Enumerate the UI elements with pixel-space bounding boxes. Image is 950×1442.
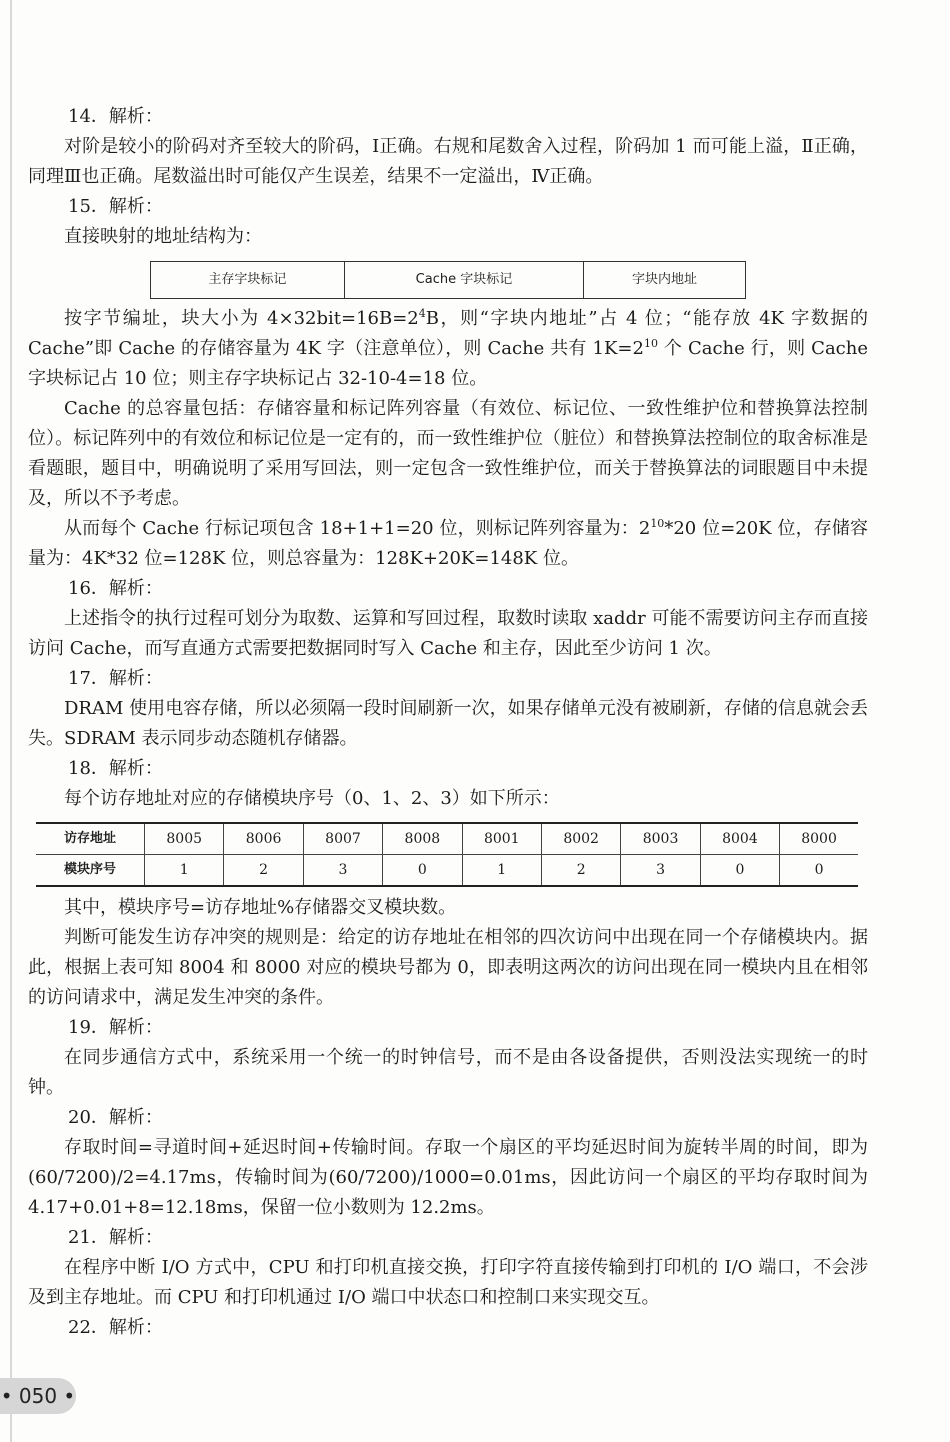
q15-heading: 15．解析： (68, 196, 163, 217)
q14-text: 对阶是较小的阶码对齐至较大的阶码，Ⅰ正确。右规和尾数舍入过程，阶码加 1 而可能上溢，Ⅱ正确，同理Ⅲ也正确。尾数溢出时可能仅产生误差，结果不一定溢出，Ⅳ正确。 (28, 136, 868, 187)
module-cell: 3 (621, 855, 700, 887)
q15-paragraph-1: 按字节编址，块大小为 $4\times 32bit=16B=2^4B$，则“字块内地址”占 4 位；“能存放 4K 字数据的 Cache”即 Cache 的存储容量为 4K 字（注意单位），则 Cache 共有 $1K=2^{10}$ 个 Cache 行，则 Cache 字块标记占 10 位；则主存字块标记占 32-10-4=18 位。 (28, 307, 868, 389)
q15-paragraph-2: Cache 的总容量包括：存储容量和标记阵列容量（有效位、标记位、一致性维护位和替换算法控制位）。标记阵列中的有效位和标记位是一定有的，而一致性维护位（脏位）和替换算法控制位的取舍标准是看题眼，题目中，明确说明了采用写回法，则一定包含一致性维护位，而关于替换算法的词眼题目中未提及，所以不予考虑。 (28, 398, 868, 509)
q21-text: 在程序中断 I/O 方式中，CPU 和打印机直接交换，打印字符直接传输到打印机的 I/O 端口，不会涉及到主存地址。而 CPU 和打印机通过 I/O 端口中状态口和控制口来实现交互。 (28, 1257, 868, 1308)
page-edge (10, 0, 12, 1442)
q22-heading: 22．解析： (68, 1317, 163, 1338)
q15-intro: 直接映射的地址结构为： (64, 226, 262, 247)
module-row-label: 模块序号 (36, 855, 145, 887)
address-structure-table (150, 261, 746, 299)
address-cell: 8001 (462, 823, 541, 855)
main-block-tag-cell: 主存字块标记 (151, 262, 345, 299)
cache-block-tag-cell: Cache 字块标记 (344, 262, 583, 299)
q16-heading: 16．解析： (68, 578, 163, 599)
module-cell: 1 (462, 855, 541, 887)
address-cell: 8003 (621, 823, 700, 855)
module-table (36, 822, 858, 887)
module-cell: 0 (700, 855, 779, 887)
q15-paragraph-3: 从而每个 Cache 行标记项包含 18+1+1=20 位，则标记阵列容量为：$2^{10}*20$ 位=20K 位，存储容量为：4K*32 位=128K 位，则总容量为：128K+20K=148K 位。 (28, 517, 868, 569)
q18-paragraph-2: 判断可能发生访存冲突的规则是：给定的访存地址在相邻的四次访问中出现在同一个存储模块内。据此，根据上表可知 8004 和 8000 对应的模块号都为 0，即表明这两次的访问出现在同一模块内且在相邻的访问请求中，满足发生冲突的条件。 (28, 927, 868, 1008)
q14-heading: 14．解析： (68, 106, 163, 127)
module-cell: 2 (541, 855, 620, 887)
q19-text: 在同步通信方式中，系统采用一个统一的时钟信号，而不是由各设备提供，否则没法实现统一的时钟。 (28, 1047, 868, 1098)
address-cell: 8005 (145, 823, 224, 855)
module-cell: 2 (224, 855, 303, 887)
address-cell: 8008 (383, 823, 462, 855)
q18-paragraph-1: 其中，模块序号=访存地址%存储器交叉模块数。 (64, 897, 457, 918)
q18-intro: 每个访存地址对应的存储模块序号（0、1、2、3）如下所示： (64, 788, 560, 809)
address-cell: 8000 (780, 823, 858, 855)
module-cell: 0 (780, 855, 858, 887)
q17-heading: 17．解析： (68, 668, 163, 689)
page-number: • 050 • (0, 1378, 76, 1414)
address-row (36, 823, 858, 855)
block-offset-cell: 字块内地址 (584, 262, 746, 299)
q19-heading: 19．解析： (68, 1017, 163, 1038)
page-content (28, 102, 868, 1343)
q16-text: 上述指令的执行过程可划分为取数、运算和写回过程，取数时读取 xaddr 可能不需要访问主存而直接访问 Cache，而写直通方式需要把数据同时写入 Cache 和主存，因此至少访问 1 次。 (28, 608, 868, 659)
q21-heading: 21．解析： (68, 1227, 163, 1248)
address-cell: 8007 (303, 823, 382, 855)
address-cell: 8004 (700, 823, 779, 855)
address-row-label: 访存地址 (36, 823, 145, 855)
q20-text: 存取时间=寻道时间+延迟时间+传输时间。存取一个扇区的平均延迟时间为旋转半周的时间，即为(60/7200)/2=4.17ms，传输时间为(60/7200)/1000=0.01ms，因此访问一个扇区的平均存取时间为 4.17+0.01+8=12.18ms，保留一位小数则为 12.2ms。 (28, 1137, 868, 1218)
q20-heading: 20．解析： (68, 1107, 163, 1128)
module-cell: 1 (145, 855, 224, 887)
module-cell: 0 (383, 855, 462, 887)
q18-heading: 18．解析： (68, 758, 163, 779)
address-cell: 8002 (541, 823, 620, 855)
address-cell: 8006 (224, 823, 303, 855)
module-cell: 3 (303, 855, 382, 887)
q17-text: DRAM 使用电容存储，所以必须隔一段时间刷新一次，如果存储单元没有被刷新，存储的信息就会丢失。SDRAM 表示同步动态随机存储器。 (28, 698, 868, 749)
module-row (36, 855, 858, 887)
